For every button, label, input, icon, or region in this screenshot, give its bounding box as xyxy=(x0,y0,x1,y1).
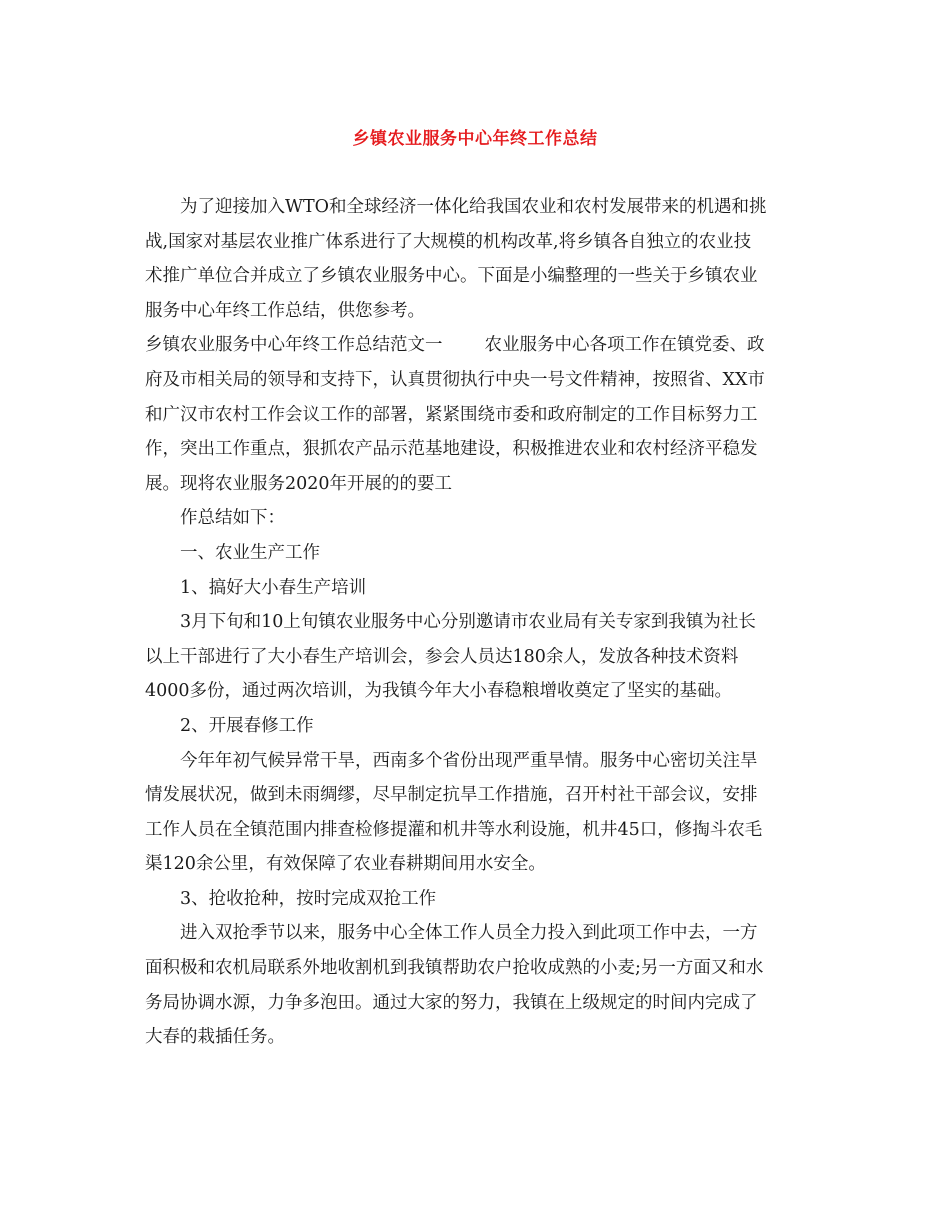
paragraph-line: 渠120余公里，有效保障了农业春耕期间用水安全。 xyxy=(145,854,546,875)
paragraph-line: 和广汉市农村工作会议工作的部署，紧紧围绕市委和政府制定的工作目标努力工 xyxy=(145,404,758,425)
paragraph-line: 为了迎接加入WTO和全球经济一体化给我国农业和农村发展带来的机遇和挑 xyxy=(180,197,767,217)
paragraph-line: 术推广单位合并成立了乡镇农业服务中心。下面是小编整理的一些关于乡镇农业 xyxy=(145,266,758,287)
paragraph-line: 3月下旬和10上旬镇农业服务中心分别邀请市农业局有关专家到我镇为社长 xyxy=(180,612,756,633)
document-title: 乡镇农业服务中心年终工作总结 xyxy=(352,129,598,149)
paragraph-line: 以上干部进行了大小春生产培训会，参会人员达180余人，发放各种技术资料 xyxy=(145,646,739,667)
paragraph-line: 作，突出工作重点，狠抓农产品示范基地建设，积极推进农业和农村经济平稳发 xyxy=(145,439,758,460)
subsection-heading: 2、开展春修工作 xyxy=(180,715,314,736)
paragraph-line: 面积极和农机局联系外地收割机到我镇帮助农户抢收成熟的小麦;另一方面又和水 xyxy=(145,958,764,979)
paragraph-line: 情发展状况，做到未雨绸缪，尽早制定抗旱工作措施，召开村社干部会议，安排 xyxy=(145,785,758,806)
paragraph-line: 展。现将农业服务2020年开展的的要工 xyxy=(145,473,453,494)
paragraph-line: 今年年初气候异常干旱，西南多个省份出现严重旱情。服务中心密切关注旱 xyxy=(180,750,758,771)
sample-heading: 乡镇农业服务中心年终工作总结范文一 xyxy=(145,335,443,356)
paragraph-text: 农业服务中心各项工作在镇党委、政 xyxy=(484,335,765,356)
section-heading: 一、农业生产工作 xyxy=(180,542,320,563)
paragraph-line xyxy=(145,328,805,363)
paragraph-line: 4000多份，通过两次培训，为我镇今年大小春稳粮增收奠定了坚实的基础。 xyxy=(145,681,733,702)
paragraph-line: 大春的栽插任务。 xyxy=(145,1027,285,1048)
paragraph-line: 战,国家对基层农业推广体系进行了大规模的机构改革,将乡镇各自独立的农业技 xyxy=(145,231,752,252)
paragraph-line: 进入双抢季节以来，服务中心全体工作人员全力投入到此项工作中去，一方 xyxy=(180,923,758,944)
paragraph-line: 作总结如下： xyxy=(180,508,285,529)
paragraph-line: 务局协调水源，力争多泡田。通过大家的努力，我镇在上级规定的时间内完成了 xyxy=(145,992,758,1013)
subsection-heading: 1、搞好大小春生产培训 xyxy=(180,577,367,598)
subsection-heading: 3、抢收抢种，按时完成双抢工作 xyxy=(180,888,437,909)
paragraph-line: 府及市相关局的领导和支持下，认真贯彻执行中央一号文件精神，按照省、XX市 xyxy=(145,369,765,390)
document-body xyxy=(145,190,805,1055)
paragraph-line: 工作人员在全镇范围内排查检修提灌和机井等水利设施，机井45口，修掏斗农毛 xyxy=(145,819,763,840)
paragraph-line: 服务中心年终工作总结，供您参考。 xyxy=(145,300,425,321)
